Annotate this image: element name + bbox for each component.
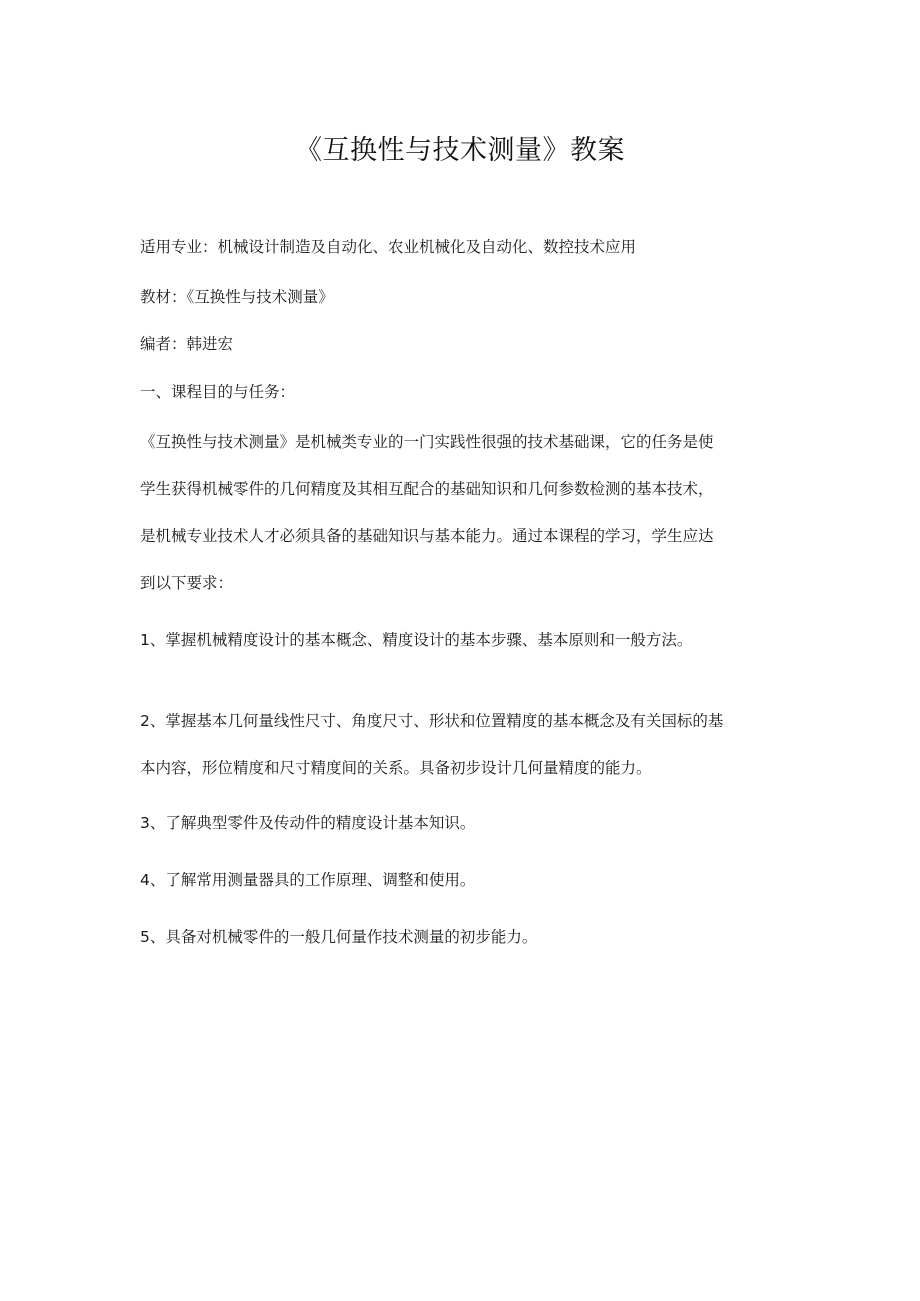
requirement-item-4: 4、了解常用测量器具的工作原理、调整和使用。	[140, 871, 476, 889]
intro-line-4: 到以下要求：	[140, 574, 234, 592]
requirement-item-2-cont: 本内容，形位精度和尺寸精度间的关系。具备初步设计几何量精度的能力。	[140, 759, 652, 777]
requirement-item-1: 1、掌握机械精度设计的基本概念、精度设计的基本步骤、基本原则和一般方法。	[140, 631, 693, 649]
major-line: 适用专业：机械设计制造及自动化、农业机械化及自动化、数控技术应用	[140, 238, 637, 256]
requirement-item-2: 2、掌握基本几何量线性尺寸、角度尺寸、形状和位置精度的基本概念及有关国标的基	[140, 712, 724, 730]
requirement-item-3: 3、了解典型零件及传动件的精度设计基本知识。	[140, 814, 476, 832]
section-heading: 一、课程目的与任务：	[140, 383, 296, 401]
intro-line-2: 学生获得机械零件的几何精度及其相互配合的基础知识和几何参数检测的基本技术，	[140, 480, 714, 498]
textbook-line: 教材：《互换性与技术测量》	[140, 288, 334, 306]
intro-line-1: 《互换性与技术测量》是机械类专业的一门实践性很强的技术基础课，它的任务是使	[140, 433, 714, 451]
requirement-item-5: 5、具备对机械零件的一般几何量作技术测量的初步能力。	[140, 928, 538, 946]
document-title: 《互换性与技术测量》教案	[295, 135, 625, 166]
editor-line: 编者：韩进宏	[140, 335, 234, 353]
intro-line-3: 是机械专业技术人才必须具备的基础知识与基本能力。通过本课程的学习，学生应达	[140, 527, 714, 545]
